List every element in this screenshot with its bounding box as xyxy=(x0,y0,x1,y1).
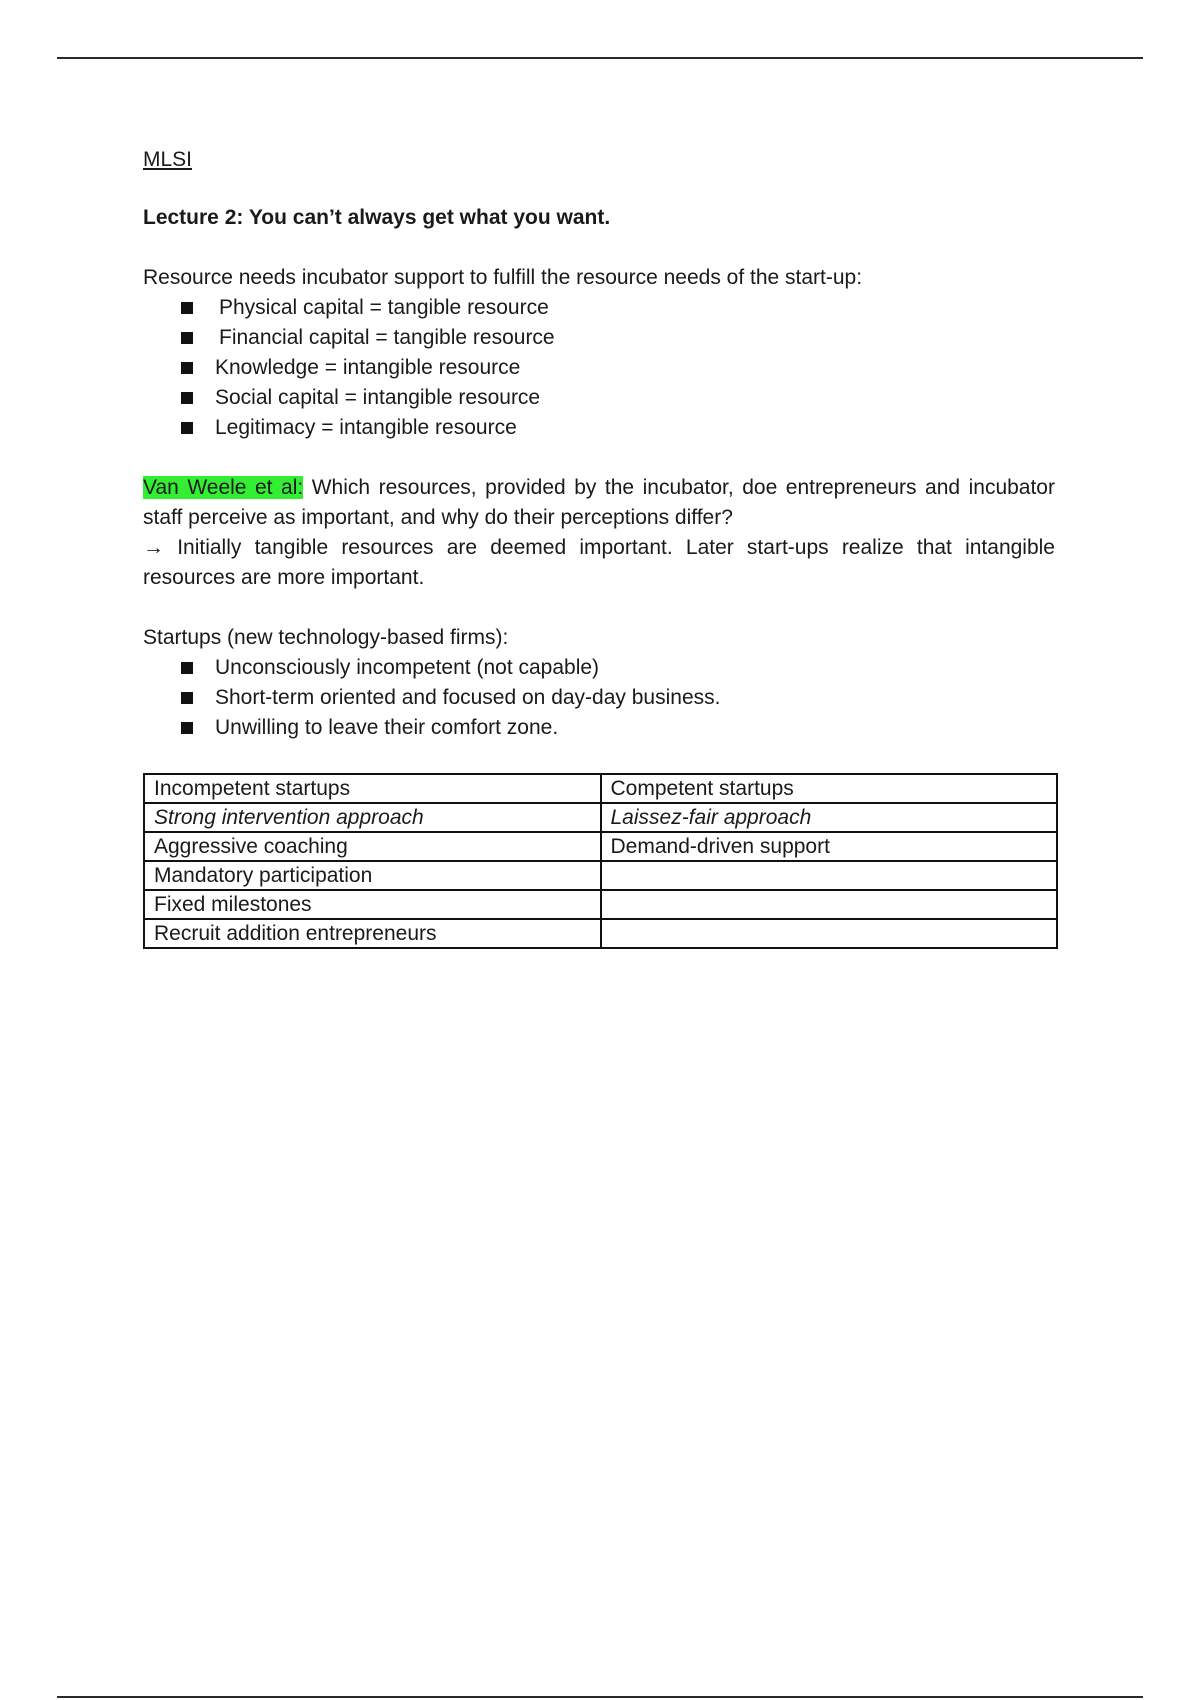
square-bullet-icon xyxy=(181,362,193,374)
square-bullet-icon xyxy=(181,302,193,314)
lecture-title: Lecture 2: You can’t always get what you want. xyxy=(143,206,611,229)
startups-intro: Startups (new technology-based firms): xyxy=(143,626,509,649)
list-item: Unwilling to leave their comfort zone. xyxy=(181,713,1055,743)
table-row xyxy=(144,803,1057,832)
intangible-resources-list xyxy=(143,353,1055,443)
highlighted-citation: Van Weele et al: xyxy=(143,476,304,499)
list-item: Social capital = intangible resource xyxy=(181,383,1055,413)
course-title: MLSI xyxy=(143,148,193,171)
list-item: Legitimacy = intangible resource xyxy=(181,413,1055,443)
list-item: Unconsciously incompetent (not capable) xyxy=(181,653,1055,683)
table-row xyxy=(144,919,1057,948)
square-bullet-icon xyxy=(181,662,193,674)
table-cell: Recruit addition entrepreneurs xyxy=(144,919,601,948)
table-cell: Demand-driven support xyxy=(601,832,1058,861)
footer-rule xyxy=(57,1696,1143,1698)
table-cell: Fixed milestones xyxy=(144,890,601,919)
list-item: Physical capital = tangible resource xyxy=(181,293,1055,323)
square-bullet-icon xyxy=(181,332,193,344)
van-weele-paragraph xyxy=(143,473,1055,593)
square-bullet-icon xyxy=(181,692,193,704)
startups-list xyxy=(143,653,1055,743)
table-cell xyxy=(601,919,1058,948)
comparison-table xyxy=(143,773,1058,949)
table-cell xyxy=(601,861,1058,890)
square-bullet-icon xyxy=(181,392,193,404)
tangible-resources-list xyxy=(143,293,1055,353)
table-cell: Aggressive coaching xyxy=(144,832,601,861)
square-bullet-icon xyxy=(181,422,193,434)
research-answer: Initially tangible resources are deemed important. Later start-ups realize that intangible resources are more important. xyxy=(143,536,1055,589)
list-item: Knowledge = intangible resource xyxy=(181,353,1055,383)
table-row xyxy=(144,832,1057,861)
table-cell: Mandatory participation xyxy=(144,861,601,890)
table-cell: Incompetent startups xyxy=(144,774,601,803)
square-bullet-icon xyxy=(181,722,193,734)
table-cell xyxy=(601,890,1058,919)
list-item: Short-term oriented and focused on day-day business. xyxy=(181,683,1055,713)
header-rule xyxy=(57,57,1143,59)
table-row xyxy=(144,774,1057,803)
table-cell: Laissez-fair approach xyxy=(601,803,1058,832)
list-item: Financial capital = tangible resource xyxy=(181,323,1055,353)
resources-intro: Resource needs incubator support to fulfill the resource needs of the start-up: xyxy=(143,266,863,289)
table-row xyxy=(144,861,1057,890)
document-body xyxy=(143,145,1055,949)
table-cell: Strong intervention approach xyxy=(144,803,601,832)
research-question: Which resources, provided by the incubator, doe entrepreneurs and incubator staff perceive as important, and why do their perceptions differ? xyxy=(143,476,1055,529)
table-row xyxy=(144,890,1057,919)
arrow-icon: → xyxy=(143,536,164,559)
table-cell: Competent startups xyxy=(601,774,1058,803)
